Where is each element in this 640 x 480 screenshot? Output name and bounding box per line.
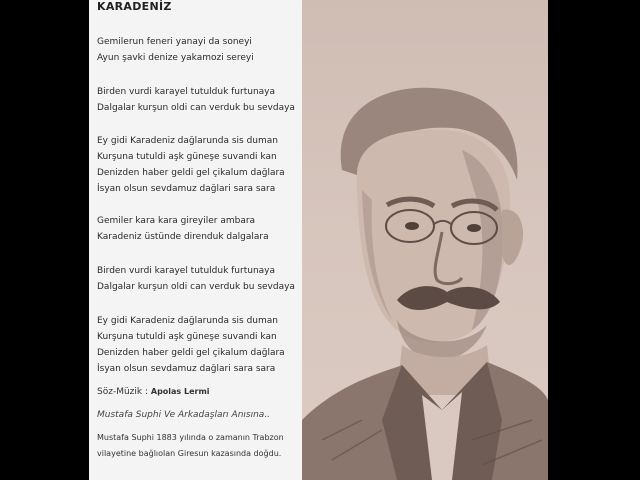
stanza-6 [97, 313, 285, 377]
document-frame [89, 0, 548, 480]
lyric-line: Ey gidi Karadeniz dağlarunda sis duman [97, 136, 278, 146]
portrait-image [302, 0, 548, 480]
page-title: KARADENİZ [97, 0, 172, 13]
lyric-line: İsyan olsun sevdamuz dağlari sara sara [97, 364, 276, 374]
lyric-line: Ayun şavki denize yakamozi sereyi [97, 53, 254, 63]
lyric-line: Karadeniz üstünde direnduk dalgalara [97, 232, 269, 242]
bio-text: Mustafa Suphi 1883 yılında o zamanın Trabzon vilayetine bağlıolan Giresun kazasında doğdu. [97, 433, 284, 458]
credit-label: Söz-Müzik : [97, 387, 148, 397]
lyric-line: Ey gidi Karadeniz dağlarunda sis duman [97, 316, 278, 326]
lyric-line: Denizden haber geldi gel çikalum dağlara [97, 168, 285, 178]
lyric-line: Kurşuna tutuldi aşk güneşe suvandi kan [97, 332, 277, 342]
dedication: Mustafa Suphi Ve Arkadaşları Anısına.. [97, 410, 271, 420]
lyric-line: Denizden haber geldi gel çikalum dağlara [97, 348, 285, 358]
lyric-line: Dalgalar kurşun oldi can verduk bu sevdaya [97, 103, 295, 113]
credit-name: Apolas Lermi [150, 387, 210, 396]
lyric-line: Dalgalar kurşun oldi can verduk bu sevdaya [97, 282, 295, 292]
lyrics-column [89, 0, 302, 480]
lyric-line: Birden vurdi karayel tutulduk furtunaya [97, 266, 276, 276]
stanza-4 [97, 213, 269, 245]
lyric-line: İsyan olsun sevdamuz dağlari sara sara [97, 184, 276, 194]
stanza-2 [97, 84, 295, 116]
lyric-line: Kurşuna tutuldi aşk güneşe suvandi kan [97, 152, 277, 162]
lyric-line: Gemiler kara kara gireyiler ambara [97, 216, 256, 226]
credit-line [97, 387, 210, 397]
lyric-line: Gemilerun feneri yanayi da soneyi [97, 37, 252, 47]
stanza-3 [97, 133, 285, 197]
portrait-engraving [302, 0, 548, 480]
stanza-1 [97, 34, 254, 66]
lyric-line: Birden vurdi karayel tutulduk furtunaya [97, 87, 276, 97]
stanza-5 [97, 263, 295, 295]
